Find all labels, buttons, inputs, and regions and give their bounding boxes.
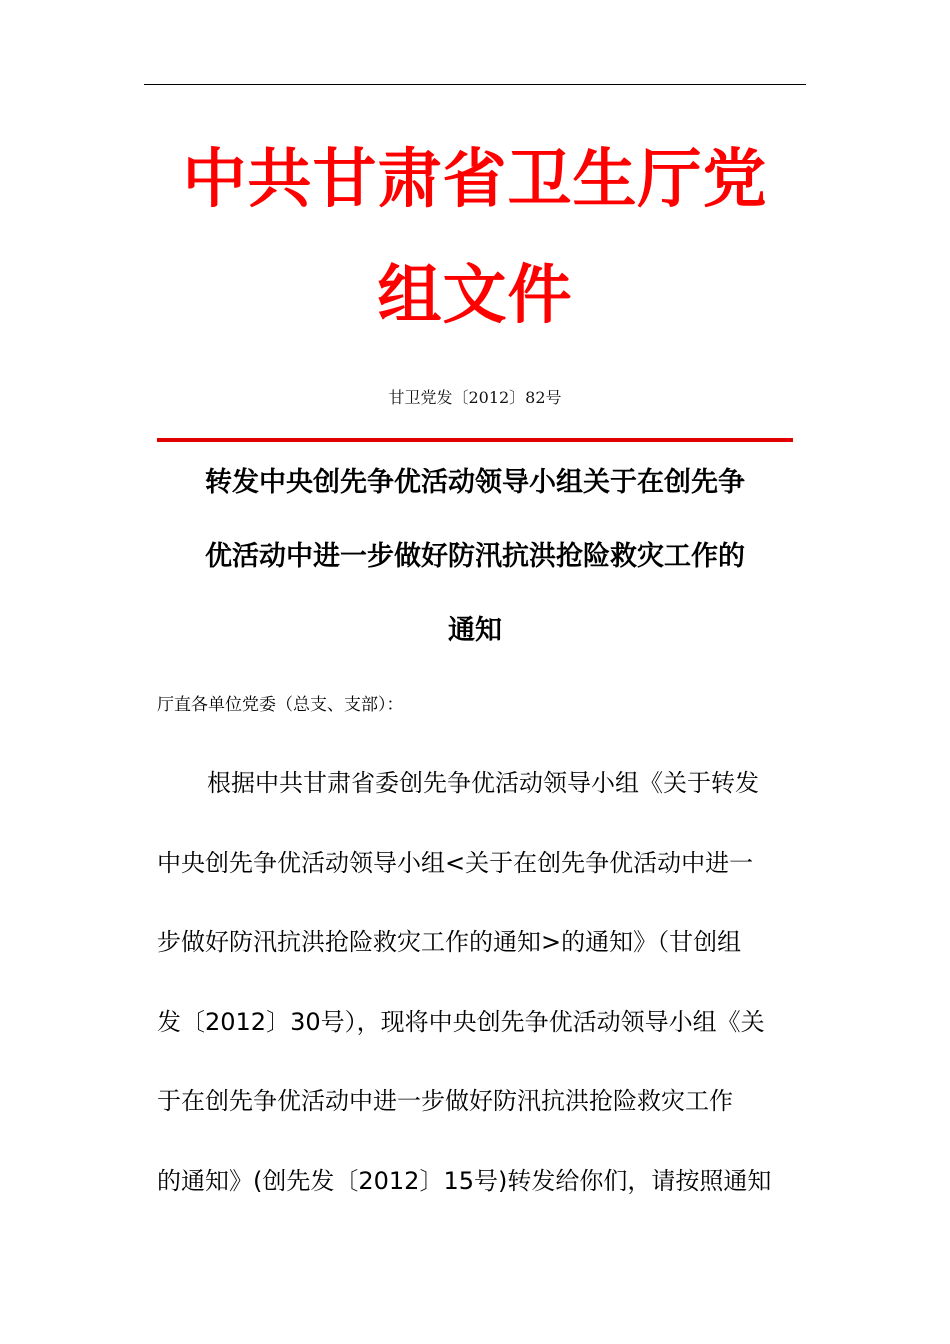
body-line-3: 步做好防汛抗洪抢险救灾工作的通知>的通知》（甘创组: [157, 928, 742, 956]
notice-title: [150, 446, 800, 668]
header-title-line-2: 组文件: [377, 259, 573, 333]
body-line-2: 中央创先争优活动领导小组<关于在创先争优活动中进一: [157, 848, 754, 877]
notice-title-line-2: 优活动中进一步做好防汛抗洪抢险救灾工作的: [205, 541, 745, 572]
notice-title-line-1: 转发中央创先争优活动领导小组关于在创先争: [205, 467, 745, 498]
header-title-line-1: 中共甘肃省卫生厅党: [182, 143, 768, 217]
salutation: 厅直各单位党委（总支、支部）：: [157, 695, 404, 715]
body-line-6: 的通知》(创先发〔2012〕15号)转发给你们，请按照通知: [157, 1166, 772, 1195]
notice-title-line-3: 通知: [448, 615, 502, 646]
top-rule: [144, 84, 806, 85]
red-separator-rule: [157, 438, 793, 442]
body-line-1: 根据中共甘肃省委创先争优活动领导小组《关于转发: [207, 769, 759, 797]
body-line-4: 发〔2012〕30号），现将中央创先争优活动领导小组《关: [157, 1007, 765, 1036]
body-paragraph: [157, 744, 807, 1221]
document-number: 甘卫党发〔2012〕82号: [388, 388, 562, 407]
body-line-5: 于在创先争优活动中进一步做好防汛抗洪抢险救灾工作: [157, 1087, 733, 1115]
document-header-title: [150, 122, 800, 354]
